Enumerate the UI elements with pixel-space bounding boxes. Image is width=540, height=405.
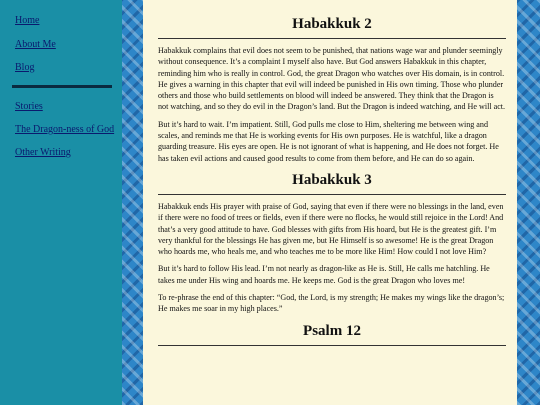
decorative-border-right	[517, 0, 540, 405]
section-habakkuk-2	[158, 14, 506, 164]
section-title: Habakkuk 3	[292, 171, 372, 188]
decorative-border-left	[122, 0, 143, 405]
nav-link-other-writing[interactable]: Other Writing	[15, 147, 71, 158]
title-rule	[158, 194, 506, 195]
sidebar-divider	[12, 85, 112, 88]
paragraph: But it’s hard to follow His lead. I’m not nearly as dragon-like as He is. Still, He calls me hatchling. He takes me under His wing and hoards me. He keeps me. God is the great Dragon who loves me!	[158, 264, 490, 285]
nav-link-about-me[interactable]: About Me	[15, 39, 56, 50]
nav-link-blog[interactable]: Blog	[15, 62, 35, 73]
nav-link-stories[interactable]: Stories	[15, 101, 43, 112]
section-title: Psalm 12	[303, 322, 361, 339]
paragraph: But it’s hard to wait. I’m impatient. Still, God pulls me close to Him, sheltering me between wing and scales, and reminds me that He is working events for His own purposes. He is watchful, like a dragon guarding treasure. His eyes are open. He is not ignorant of what is happening, and He does not forget. He has taken evil actions and caused good results to come from them before, and He can do so again.	[158, 119, 499, 163]
section-title: Habakkuk 2	[292, 16, 372, 32]
title-rule	[158, 345, 506, 346]
nav-link-home[interactable]: Home	[15, 15, 40, 26]
nav-link-dragon-ness-of-god[interactable]: The Dragon-ness of God	[15, 124, 115, 135]
paragraph: Habakkuk complains that evil does not seem to be punished, that nations wage war and plunder seemingly without consequence. It’s a complaint I myself also have. But God answers Habakkuk in this chapter, reminding him who is really in control. God, the great Dragon who watches over His domain, is in control. He gives a warning in this chapter that evil will indeed be punished in His own timing. Those who plunder others and those who build settlements on blood will indeed be answered. They think that the Dragon is not watching, and so they do evil in the Dragon’s land. But the Dragon is indeed watching, and He will act.	[158, 46, 506, 112]
paragraph: Habakkuk ends His prayer with praise of God, saying that even if there were no blessings in the land, even if there were no food of trees or fields, even if there were no flocks, he would still rejoice in the Lord! And that’s a very good attitude to have. God blesses with gifts from His hoard, but He is the greatest gift. I’m very thankful for the blessings He has given me, but He Himself is so awesome! He is the great Dragon who hoards me, who heals me, and who teaches me to be more like Him! How could I not love Him?	[158, 201, 504, 257]
paragraph: To re-phrase the end of this chapter: “God, the Lord, is my strength; He makes my wings like the dragon’s; He makes me soar in my high places.”	[158, 293, 505, 314]
sidebar	[0, 0, 122, 405]
section-psalm-12	[158, 321, 506, 346]
section-habakkuk-3	[158, 170, 506, 315]
main-content[interactable]	[143, 0, 517, 405]
title-rule	[158, 38, 506, 39]
